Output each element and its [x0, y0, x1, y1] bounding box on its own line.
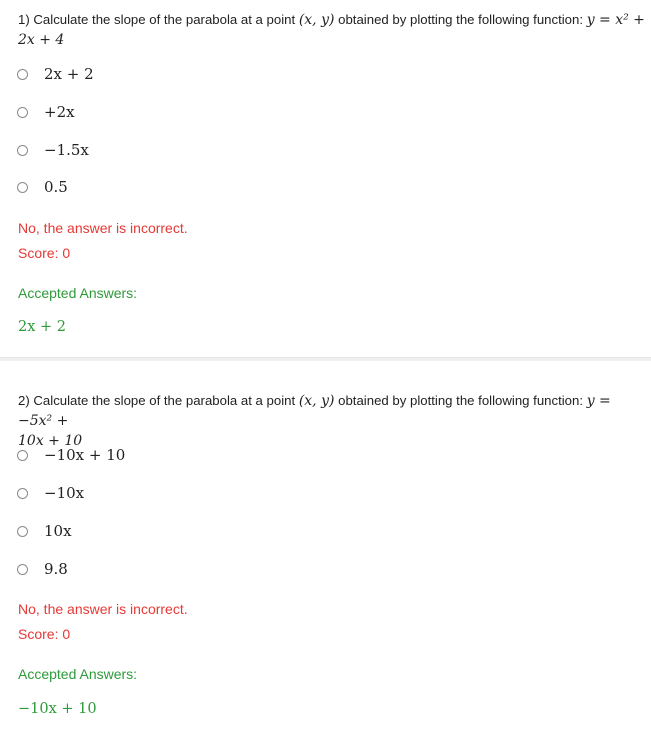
option-label: 10x	[44, 522, 72, 540]
radio-button[interactable]	[17, 564, 28, 575]
option-label: −10x + 10	[44, 446, 126, 464]
question-prompt: Calculate the slope of the parabola at a point	[33, 12, 296, 27]
option-label: −1.5x	[44, 141, 89, 159]
function-expression-line1: y = x² +	[586, 12, 645, 28]
radio-button[interactable]	[17, 526, 28, 537]
option-2-d[interactable]	[17, 558, 68, 580]
question-1-text	[18, 10, 646, 50]
option-1-a[interactable]	[17, 63, 94, 85]
accepted-answers-title: Accepted Answers:	[18, 666, 138, 682]
option-label: +2x	[44, 103, 75, 121]
radio-button[interactable]	[17, 107, 28, 118]
question-2-text	[18, 391, 646, 451]
radio-button[interactable]	[17, 488, 28, 499]
option-1-c[interactable]	[17, 139, 89, 161]
option-2-c[interactable]	[17, 520, 72, 542]
feedback-incorrect: No, the answer is incorrect.	[18, 220, 188, 236]
point-expression: (x, y)	[298, 393, 335, 409]
function-expression-line2: 10x + 10	[18, 433, 83, 449]
question-number: 2)	[18, 393, 30, 408]
question-prompt-tail: obtained by plotting the following function:	[338, 12, 584, 27]
radio-button[interactable]	[17, 145, 28, 156]
score-text: Score: 0	[18, 245, 71, 261]
feedback-incorrect: No, the answer is incorrect.	[18, 601, 188, 617]
radio-button[interactable]	[17, 69, 28, 80]
option-2-a[interactable]	[17, 444, 125, 466]
accepted-answers-title: Accepted Answers:	[18, 285, 138, 301]
radio-button[interactable]	[17, 450, 28, 461]
function-expression-line1: y = −5x² +	[18, 393, 611, 429]
option-label: 9.8	[44, 560, 68, 578]
point-expression: (x, y)	[298, 12, 335, 28]
accepted-answer: 2x + 2	[18, 319, 66, 335]
option-1-d[interactable]	[17, 176, 68, 198]
question-prompt-tail: obtained by plotting the following function:	[338, 393, 584, 408]
radio-button[interactable]	[17, 182, 28, 193]
option-label: 0.5	[44, 178, 68, 196]
option-label: −10x	[44, 484, 85, 502]
option-label: 2x + 2	[44, 65, 94, 83]
question-prompt: Calculate the slope of the parabola at a point	[33, 393, 296, 408]
function-expression-line2: 2x + 4	[18, 32, 65, 48]
option-2-b[interactable]	[17, 482, 84, 504]
option-1-b[interactable]	[17, 101, 75, 123]
question-divider	[0, 357, 651, 361]
accepted-answer: −10x + 10	[18, 701, 97, 717]
question-number: 1)	[18, 12, 30, 27]
score-text: Score: 0	[18, 626, 71, 642]
